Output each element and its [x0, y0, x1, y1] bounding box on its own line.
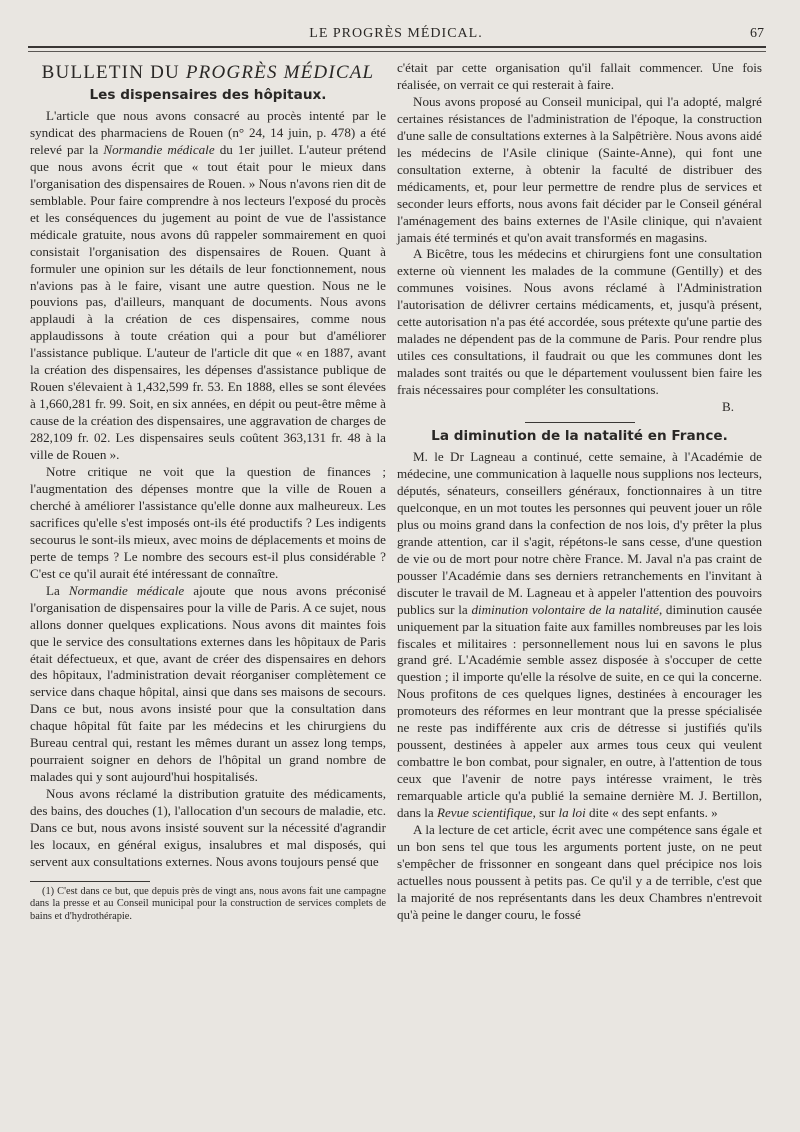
running-header	[28, 24, 764, 46]
text-run: , diminution causée uniquement par la situation faite aux familles nombreuses par les lois fiscales et militaires : personnellement nous lui en savons le plus grand gré. L'Académie semble assez disposée à s'occuper de cette question ; il importe qu'elle la résolve de suite, en ce qui la concerne. Nous profitons de ces quelques lignes, destinées à encourager les promoteurs des réformes en leur montrant que la presse spécialisée ne reste pas indifférente aux cris de détresse si justifiés qu'ils poussent, destinées à appeler aux armes tous ceux qui veulent combattre le bon combat, pour signaler, en outre, à l'attention de tous ceux que l'avenir de notre pays intéresse vraiment, le très remarquable article qu'a publié la semaine dernière M. J. Bertillon, dans la	[397, 601, 763, 821]
text-run-italic: la loi	[558, 805, 586, 821]
bulletin-title	[30, 62, 386, 84]
bulletin-title-lead: BULLETIN DU	[41, 62, 186, 83]
article2-heading: La diminution de la natalité en France.	[431, 428, 728, 445]
article1-paragraph-3	[30, 583, 386, 786]
text-run-italic: Normandie médicale	[68, 582, 185, 598]
header-rule-thick	[28, 46, 766, 48]
article1-paragraph-6: Nous avons proposé au Conseil municipal, qui l'a adopté, malgré certaines résistances de l'administration de l'époque, la construction d'une salle de consultations externes à la Salpêtrière. Nous avons aidé les médecins de l'Asile clinique (Sainte-Anne), qui font une consultation externe, à obtenir la faculté de distribuer des médicaments, et, pour leur permettre de rendre plus de services et seconder leurs efforts, nous avons fait décider par le Conseil général l'aménagement des bains externes de l'Asile clinique, qui n'avaient jamais été terminés et qu'on avait transformés en magasins.	[397, 93, 762, 245]
footnote-rule	[30, 881, 150, 882]
article2-paragraph-1	[397, 449, 762, 822]
text-run: ajoute que nous avons préconisé l'organisation de dispensaires pour la ville de Paris. A ce sujet, nous allons donner quelques explications. Nous avons dit maintes fois que le service des consultations externes dans les hôpitaux de Paris était défectueux, et que, avant de créer des dispensaires en dehors des hôpitaux, l'administration devait réorganiser complètement ce service dans chaque hôpital, ainsi que dans ses maisons de secours. Dans ce but, nous avons insisté pour que la consultation dans chaque hôpital fût faite par les médecins et les chirurgiens du Bureau central qui, restant les mêmes durant un assez long temps, pourraient soigner en dehors de l'hôpital un grand nombre de malades qui y sont aujourd'hui hospitalisés.	[30, 582, 386, 785]
text-run: dite « des sept enfants. »	[585, 805, 718, 821]
article1-signature: B.	[721, 399, 734, 415]
text-run-italic: Revue scientifique	[437, 805, 533, 821]
section-divider	[525, 422, 635, 423]
right-column	[397, 60, 762, 924]
article2-paragraph-2: A la lecture de cet article, écrit avec une compétence sans égale et un bon sens tel que tous les arguments portent juste, on ne peut s'empêcher de frissonner en songeant dans quel précipice nos lois actuelles nous poussent à petits pas. Ce qu'il y a de terrible, c'est que la majorité de nos représentants dans les deux Chambres n'entrevoit qu'à peine le danger couru, le fossé	[397, 821, 762, 922]
article1-paragraph-2: Notre critique ne voit que la question de finances ; l'augmentation des dépenses montre que la ville de Rouen a cherché à améliorer l'assistance qu'elle donne aux malheureux. Les sacrifices qu'elle s'est imposés ont-ils été productifs ? Les indigents secourus le sont-ils mieux, avec moins de déplacements et moins de perte de temps ? Le nombre des secours est-il plus considérable ? C'est ce qu'il aurait été intéressant de connaître.	[30, 464, 386, 581]
text-run: La	[46, 582, 69, 598]
footnote-text: (1) C'est dans ce but, que depuis près de vingt ans, nous avons fait une campagne dans la presse et au Conseil municipal pour la construction de services complets de bains et d'hydrothérapie.	[30, 885, 386, 922]
bulletin-title-italic: PROGRÈS MÉDICAL	[185, 62, 375, 83]
left-column	[30, 60, 386, 923]
article1-paragraph-5: c'était par cette organisation qu'il fallait commencer. Une fois réalisée, on verrait ce qui resterait à faire.	[397, 60, 762, 92]
text-run: du 1er juillet. L'auteur prétend que nous avons écrit que « tout était pour le mieux dans l'organisation des dispensaires de Rouen. » Nous n'avons rien dit de semblable. Pour faire comprendre à nos lecteurs l'exposé du procès et les conséquences du jugement au point de vue de l'assistance médicale gratuite, nous avons dû rappeler sommairement en quoi consistait l'organisation des dispensaires de Rouen. Quant à formuler une opinion sur les détails de leur fonctionnement, nous n'avions pas à le faire, visant une autre question. Nous ne le pouvions pas, d'ailleurs, manquant de documents. Nous avons applaudi à la création de ces dispensaires, comme nous applaudissons à toute création qui a pour but d'améliorer l'assistance publique. L'auteur de l'article dit que « en 1887, avant la création des dispensaires, les dépenses d'assistance publique de Rouen s'élevaient à 1,432,599 fr. 53. En 1888, elles se sont élevées à 1,660,281 fr. 99. Soit, en six années, en dépit ou peut-être même à cause de la création des dispensaires, une aggravation de charges de 282,109 fr. 02. Les dispensaires seuls coûtent 363,131 fr. 48 à la ville de Rouen ».	[30, 141, 386, 463]
text-run: , sur	[532, 805, 559, 821]
article1-heading: Les dispensaires des hôpitaux.	[89, 87, 327, 103]
footnote	[30, 886, 386, 923]
article1-paragraph-1	[30, 108, 386, 464]
text-run-italic: diminution volontaire de la natalité	[471, 601, 659, 617]
header-rule-thin	[28, 51, 766, 52]
article1-paragraph-7: A Bicêtre, tous les médecins et chirurgiens font une consultation externe où viennent les malades de la commune (Gentilly) et des communes voisines. Nous avons réclamé à l'Administration l'autorisation de délivrer certains médicaments, et, jusqu'à présent, cette autorisation n'a pas été accordée, sous prétexte qu'une partie des malades ne dépendent pas de la commune de Paris. Pour rendre plus utiles ces consultations, il faudrait ou que les communes dont les malades sont traités ou que le département voulussent bien faire les frais nécessaires pour compléter les consultations.	[397, 246, 762, 398]
text-run: M. le Dr Lagneau a continué, cette semaine, à l'Académie de médecine, une communication à laquelle nous supplions nos lecteurs, députés, sénateurs, conseillers généraux, fonctionnaires à un titre quelconque, en un mot toutes les personnes qui peuvent jouer un rôle plus ou moins grand dans la confection de nos lois, d'y prêter la plus grande attention, car il s'agit, répétons-le sans cesse, d'une question de vie ou de mort pour notre chère France. M. Javal n'a pas craint de pousser l'Académie dans ses derniers retranchements en l'invitant à discuter le travail de M. Lagneau et à appeler l'attention des pouvoirs publics sur la	[397, 449, 762, 617]
journal-title: LE PROGRÈS MÉDICAL.	[309, 26, 483, 41]
page-number: 67	[750, 26, 764, 41]
text-run: L'article que nous avons consacré au procès intenté par le syndicat des pharmaciens de Rouen (n° 24, 14 juin, p. 478) a été relevé par la	[30, 108, 386, 157]
article1-paragraph-4: Nous avons réclamé la distribution gratuite des médicaments, des bains, des douches (1), l'allocation d'un secours de maladie, etc. Dans ce but, nous avons insisté souvent sur la nécessité d'agrandir les locaux, en général exigus, insalubres et mal disposés, qui servent aux consultations externes. Nous avons toujours pensé que	[30, 786, 386, 869]
text-run-italic: Normandie médicale	[103, 141, 215, 157]
